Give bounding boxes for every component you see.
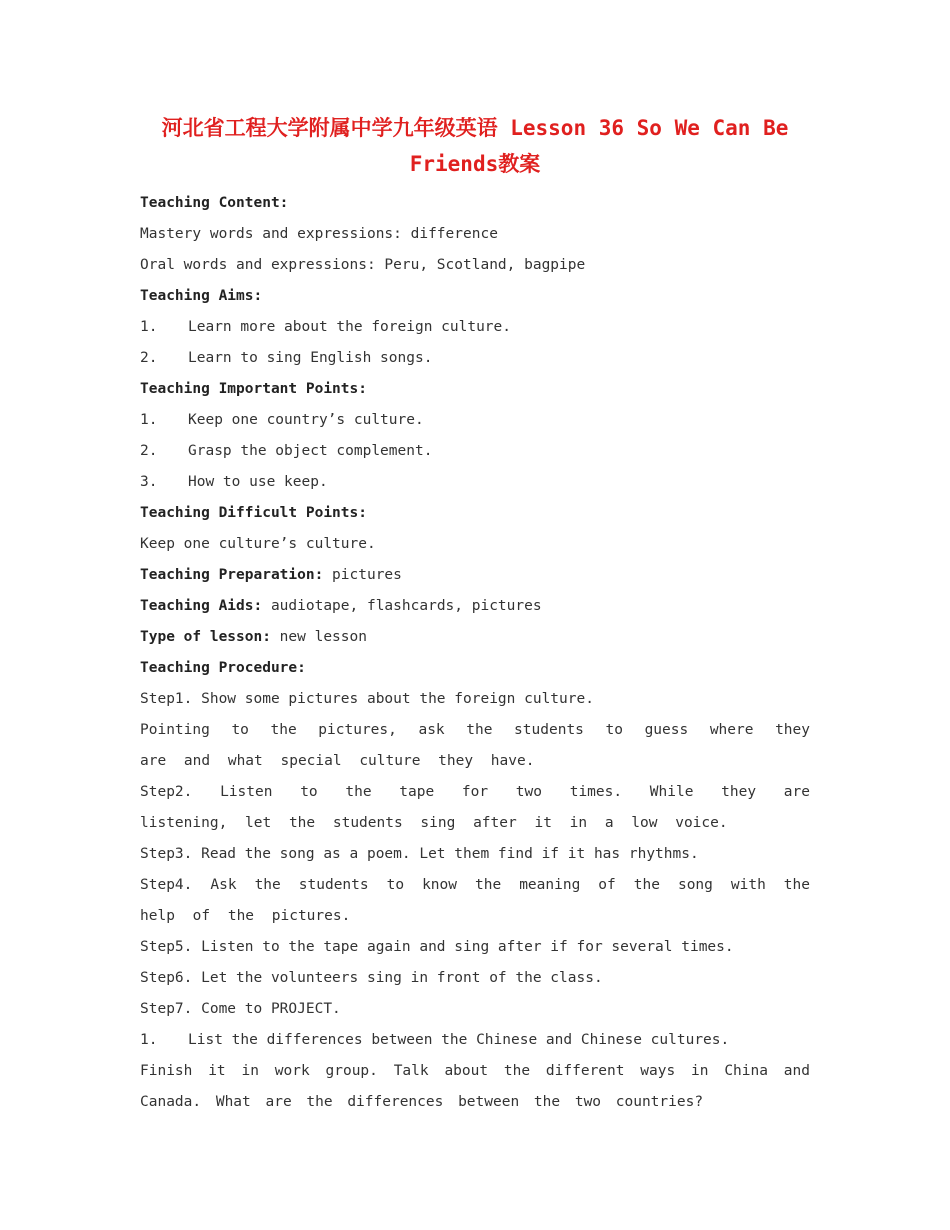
title-line-1: 河北省工程大学附属中学九年级英语 Lesson 36 So We Can Be [161, 116, 789, 140]
finish-paragraph: Finish it in work group. Talk about the different ways in China and Canada. What are the differences between the two countries? [140, 1063, 810, 1110]
lesson-type-label: Type of lesson: [140, 629, 271, 645]
important-item: 3. How to use keep. [140, 474, 328, 490]
step-5: Step5. Listen to the tape again and sing after if for several times. [140, 939, 734, 955]
important-item: 2. Grasp the object complement. [140, 443, 433, 459]
aim-item: 1. Learn more about the foreign culture. [140, 319, 512, 335]
step-3: Step3. Read the song as a poem. Let them find if it has rhythms. [140, 846, 699, 862]
important-item: 1. Keep one country’s culture. [140, 412, 424, 428]
lesson-type-row [140, 622, 810, 653]
title-line-2: Friends教案 [409, 152, 541, 176]
difficult-point: Keep one culture’s culture. [140, 536, 376, 552]
aids-row [140, 591, 810, 622]
preparation-label: Teaching Preparation: [140, 567, 324, 583]
step-6: Step6. Let the volunteers sing in front of the class. [140, 970, 603, 986]
teaching-content-heading: Teaching Content: [140, 195, 289, 211]
aids-value: audiotape, flashcards, pictures [262, 598, 542, 614]
step-4-paragraph: Step4. Ask the students to know the meaning of the song with the help of the pictures. [140, 877, 810, 924]
preparation-value: pictures [323, 567, 402, 583]
oral-words: Oral words and expressions: Peru, Scotland, bagpipe [140, 257, 586, 273]
important-points-heading: Teaching Important Points: [140, 381, 367, 397]
step-1: Step1. Show some pictures about the foreign culture. [140, 691, 594, 707]
difficult-points-heading: Teaching Difficult Points: [140, 505, 367, 521]
aim-item: 2. Learn to sing English songs. [140, 350, 433, 366]
procedure-heading: Teaching Procedure: [140, 660, 306, 676]
document-page [140, 110, 810, 1118]
mastery-words: Mastery words and expressions: difference [140, 226, 498, 242]
project-item: 1. List the differences between the Chinese and Chinese cultures. [140, 1032, 730, 1048]
lesson-type-value: new lesson [270, 629, 367, 645]
step-7: Step7. Come to PROJECT. [140, 1001, 341, 1017]
step-2-paragraph: Step2. Listen to the tape for two times. While they are listening, let the students sing after it in a low voice. [140, 784, 810, 831]
preparation-row [140, 560, 810, 591]
aids-label: Teaching Aids: [140, 598, 263, 614]
document-title [140, 110, 810, 182]
step-1-paragraph: Pointing to the pictures, ask the students to guess where they are and what special culture they have. [140, 722, 810, 769]
teaching-aims-heading: Teaching Aims: [140, 288, 263, 304]
